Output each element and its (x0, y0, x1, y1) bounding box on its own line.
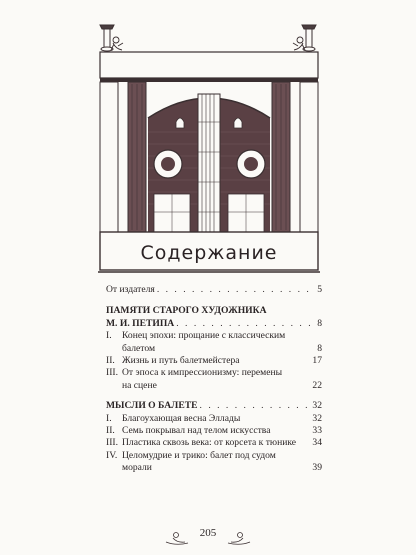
toc-entry (106, 413, 322, 425)
toc-page-number: 8 (317, 342, 322, 354)
toc-entry-number: III. (106, 437, 118, 449)
toc-entry-title: Семь покрывал над телом искусства (122, 425, 271, 437)
toc-entry-title: Жизнь и путь балетмейстера (122, 355, 240, 367)
toc-page-number: 32 (312, 412, 322, 424)
toc-entry-number: IV. (106, 449, 118, 461)
toc-page-number: 5 (317, 284, 322, 295)
vase-ornament-icon (302, 25, 316, 51)
porthole-window-icon (237, 150, 265, 178)
vase-ornament-icon (100, 25, 114, 51)
leader-dots (176, 318, 315, 330)
toc-entry (106, 367, 322, 392)
leader-dots (157, 284, 315, 296)
toc-page-number: 33 (312, 425, 322, 437)
toc-section (106, 305, 322, 330)
toc-entry-title: Конец эпохи: прощание с классическим (122, 330, 286, 342)
toc-entry-title: От эпоса к импрессионизму: перемены (122, 367, 283, 379)
page-number: 205 (199, 527, 217, 539)
toc-page-number: 32 (312, 400, 322, 412)
toc-entry (106, 450, 322, 475)
toc-entry (106, 284, 322, 296)
table-of-contents (106, 284, 322, 475)
toc-entry (106, 355, 322, 367)
toc-entry (106, 425, 322, 437)
toc-entry-title: Благоухающая весна Эллады (122, 412, 241, 424)
toc-section-title: МЫСЛИ О БАЛЕТЕ (106, 400, 198, 412)
toc-section-title: ПАМЯТИ СТАРОГО ХУДОЖНИКА (106, 305, 267, 317)
toc-entry-title: Пластика сквозь века: от корсета к тюнике (122, 437, 297, 449)
leader-dots (200, 400, 311, 412)
toc-entry-number: I. (106, 330, 112, 342)
toc-section-title: М. И. ПЕТИПА (106, 317, 175, 329)
toc-entry-number: II. (106, 425, 115, 437)
toc-entry-title: морали (122, 462, 152, 474)
entablature (100, 52, 318, 78)
left-pilaster (100, 82, 146, 232)
toc-entry-title: на сцене (122, 379, 157, 391)
toc-page-number: 39 (312, 462, 322, 474)
toc-page-number: 22 (312, 379, 322, 391)
porthole-window-icon (154, 150, 182, 178)
toc-page-number: 34 (312, 437, 322, 449)
toc-entry-title: Целомудрие и трико: балет под судом (122, 449, 276, 461)
toc-page-number: 8 (317, 317, 322, 329)
toc-entry-number: II. (106, 355, 115, 367)
toc-entry-number: III. (106, 367, 118, 379)
toc-entry-title: балетом (122, 342, 156, 354)
right-pilaster (272, 82, 318, 232)
toc-page-number: 17 (312, 355, 322, 367)
central-hall (148, 82, 270, 232)
toc-section (106, 400, 322, 412)
toc-entry (106, 330, 322, 355)
toc-entry (106, 437, 322, 449)
toc-entry-number: I. (106, 412, 112, 424)
toc-entry-title: От издателя (106, 284, 155, 295)
page-heading: Содержание (140, 242, 278, 264)
